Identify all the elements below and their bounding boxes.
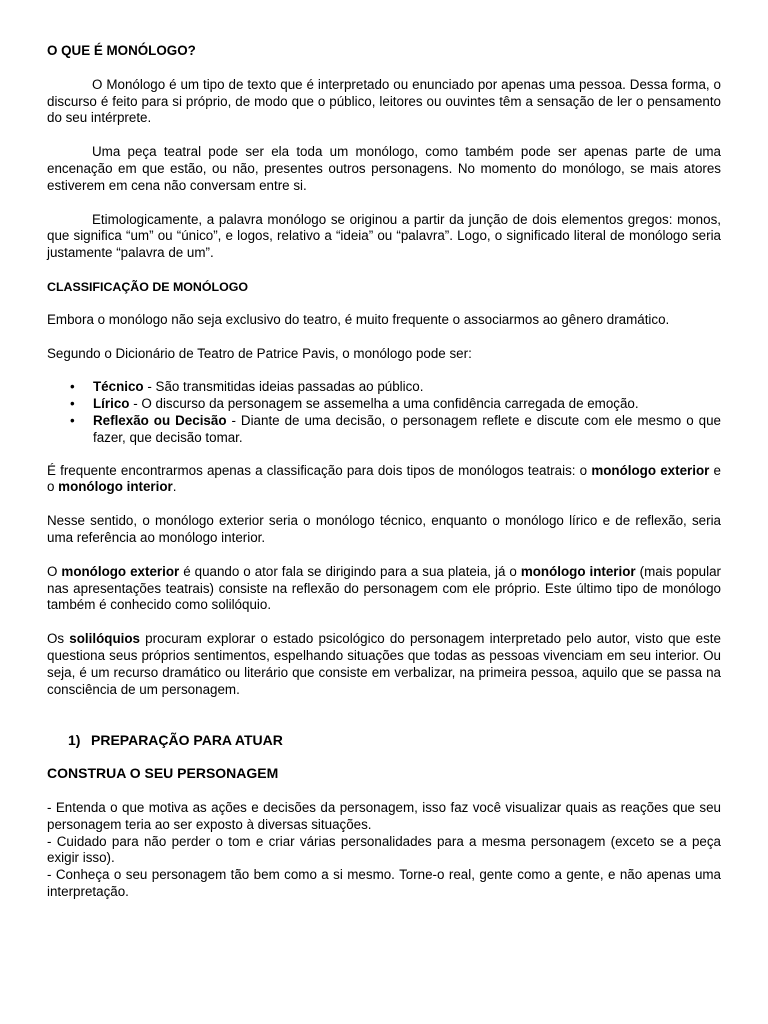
sense-paragraph: Nesse sentido, o monólogo exterior seria o monólogo técnico, enquanto o monólogo lírico e de reflexão, seria uma referência ao monólogo interior. <box>47 513 721 545</box>
tip-item: - Entenda o que motiva as ações e decisões da personagem, isso faz você visualizar quais as reações que seu personagem teria ao ser exposto à diversas situações. <box>47 799 721 832</box>
tip-item: - Cuidado para não perder o tom e criar várias personalidades para a mesma personagem (exceto se a peça exigir isso). <box>47 833 721 866</box>
classification-heading: CLASSIFICAÇÃO DE MONÓLOGO <box>47 279 249 294</box>
type-description: - O discurso da personagem se assemelha a uma confidência carregada de emoção. <box>129 396 639 412</box>
soliloquy-paragraph: Os solilóquios procuram explorar o estado psicológico do personagem interpretado pelo autor, visto que este questiona seus próprios sentimentos, espelhando situações que todas as pessoas vivenciam em seu interior. Ou seja, é um recurso dramático ou literário que consiste em verbalizar, na primeira pessoa, aquilo que se passa na consciência de um personagem. <box>47 631 721 697</box>
type-term: Técnico <box>93 379 144 395</box>
monologue-types-list <box>47 379 721 446</box>
bullet-icon: • <box>70 379 75 395</box>
character-heading: CONSTRUA O SEU PERSONAGEM <box>47 765 279 782</box>
bold-term: monólogo exterior <box>61 563 180 579</box>
tips-block <box>47 800 721 901</box>
intro-paragraph-2: Uma peça teatral pode ser ela toda um monólogo, como também pode ser apenas parte de uma encenação em que estão, ou não, presentes outros personagens. No momento do monólogo, se mais atores estiverem em cena não conversam entre si. <box>47 144 721 193</box>
type-description: - Diante de uma decisão, o personagem reflete e discute com ele mesmo o que fazer, que decisão tomar. <box>93 412 721 445</box>
type-term: Lírico <box>93 396 130 412</box>
page-title: O QUE É MONÓLOGO? <box>47 43 196 58</box>
bold-term: monólogo interior <box>58 479 173 495</box>
section-number: 1) <box>68 732 81 749</box>
intro-paragraph-1: O Monólogo é um tipo de texto que é interpretado ou enunciado por apenas uma pessoa. Dessa forma, o discurso é feito para si próprio, de modo que o público, leitores ou ouvintes têm a sensação de ler o pensamento do seu intérprete. <box>47 76 721 126</box>
tip-item: - Conheça o seu personagem tão bem como a si mesmo. Torne-o real, gente como a gente, e não apenas uma interpretação. <box>47 867 721 899</box>
two-types-paragraph: É frequente encontrarmos apenas a classificação para dois tipos de monólogos teatrais: o monólogo exterior e o monólogo interior. <box>47 462 721 495</box>
bold-term: monólogo exterior <box>591 462 710 478</box>
section-label: PREPARAÇÃO PARA ATUAR <box>91 732 283 749</box>
type-description: - São transmitidas ideias passadas ao público. <box>143 379 424 395</box>
exterior-paragraph: O monólogo exterior é quando o ator fala se dirigindo para a sua plateia, já o monólogo interior (mais popular nas apresentações teatrais) consiste na reflexão do personagem com ele próprio. Este último tipo de monólogo também é conhecido como solilóquio. <box>47 563 721 613</box>
bullet-icon: • <box>70 396 75 412</box>
classification-intro: Embora o monólogo não seja exclusivo do teatro, é muito frequente o associarmos ao gênero dramático. <box>47 311 670 327</box>
type-term: Reflexão ou Decisão <box>93 412 227 428</box>
intro-paragraph-3: Etimologicamente, a palavra monólogo se originou a partir da junção de dois elementos gregos: monos, que significa “um” ou “único”, e logos, relativo a “ideia” ou “palavra”. Logo, o significado literal de monólogo seria justamente “palavra de um”. <box>47 211 721 261</box>
bullet-icon: • <box>70 412 75 428</box>
bold-term: monólogo interior <box>520 563 636 579</box>
pavis-intro: Segundo o Dicionário de Teatro de Patrice Pavis, o monólogo pode ser: <box>47 345 472 361</box>
document-page <box>47 43 721 901</box>
bold-term: solilóquios <box>69 631 140 647</box>
list-item <box>70 379 721 396</box>
list-item <box>70 412 721 447</box>
numbered-section-heading <box>68 732 721 749</box>
list-item <box>70 396 721 413</box>
